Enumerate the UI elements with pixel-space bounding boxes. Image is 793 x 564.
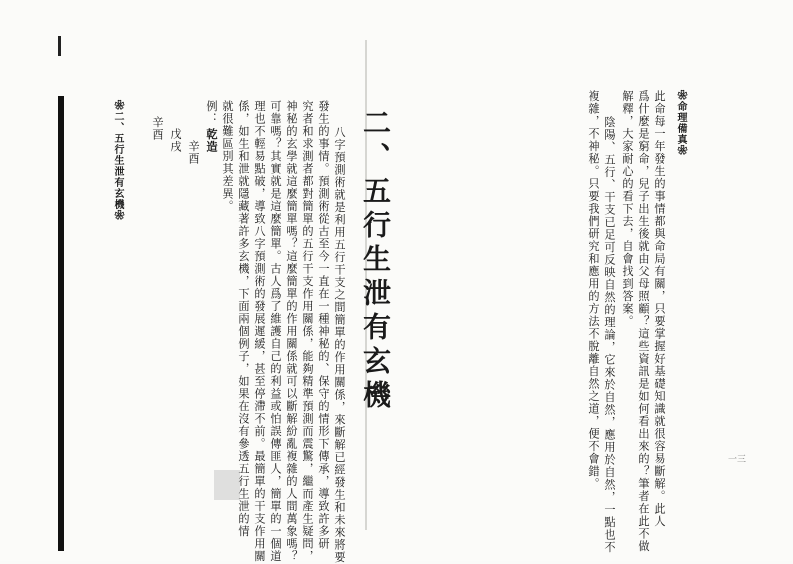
left-paragraph-line: 可靠嗎？其實就是這麼簡單。古人爲了維護自己的利益或怕誤傳匪人，簡單的一個道 [269,100,282,563]
page-number: 一三 [728,455,747,465]
left-running-header: ❀二、五行生泄有玄機❀ [112,100,123,221]
left-paragraph-line: 神秘的玄學就這麼簡單嗎？這麼簡單的作用關係就可以斷解紛亂複雜的人間萬象嗎？ [285,100,298,563]
left-paragraph-line: 理也不輕易點破，導致八字預測術的發展遲緩，甚至停滯不前。最簡單的干支作用關 [253,100,266,563]
scan-smudge [214,470,240,500]
left-paragraph-line: 係，如生和泄就隱藏著許多玄機，下面兩個例子，如果在沒有參透五行生泄的情 [237,100,250,538]
pillar-year: 辛酉 [187,140,200,165]
page-edge-mark [58,36,61,56]
right-paragraph-line: 複雜，不神秘。只要我們研究和應用的方法不脫離自然之道，便不會錯。 [587,90,600,490]
left-paragraph-line: 發生的事情。預測術從古至今一直在一種神秘的、保守的情形下傳承，導致許多研 [317,100,330,550]
example-name: 乾造 [205,128,219,153]
left-paragraph-line: 究者和求測者都對簡單的五行干支作用關係，能夠精準預測而震驚，繼而產生疑問， [301,100,314,563]
chapter-title: 二、五行生泄有玄機 [359,108,392,414]
page-edge-shadow [58,96,64,551]
right-paragraph-line: 陰陽、五行、干支已足可反映自然的理論，它來於自然，應用於自然，一點也不 [603,116,616,554]
left-paragraph-line: 就很難區別其差異。 [221,100,234,213]
right-paragraph-line: 解釋，大家耐心的看下去，自會找到答案。 [621,90,634,328]
example-label: 例： [205,100,218,125]
right-paragraph-line: 此命每一年發生的事情都與命局有關，只要掌握好基礎知識就很容易斷解。此人 [653,90,666,528]
right-running-header: ❀命理備真❀ [675,90,686,156]
pillar-day: 辛酉 [151,116,164,141]
right-paragraph-line: 爲什麼是窮命，兒子出生後就由父母照顧？這些資訊是如何看出來的？筆者在此不做 [637,90,650,553]
pillar-month: 戊戌 [169,128,182,153]
left-paragraph-line: 八字預測術就是利用五行干支之間簡單的作用關係，來斷解已經發生和未來將要 [333,126,346,564]
